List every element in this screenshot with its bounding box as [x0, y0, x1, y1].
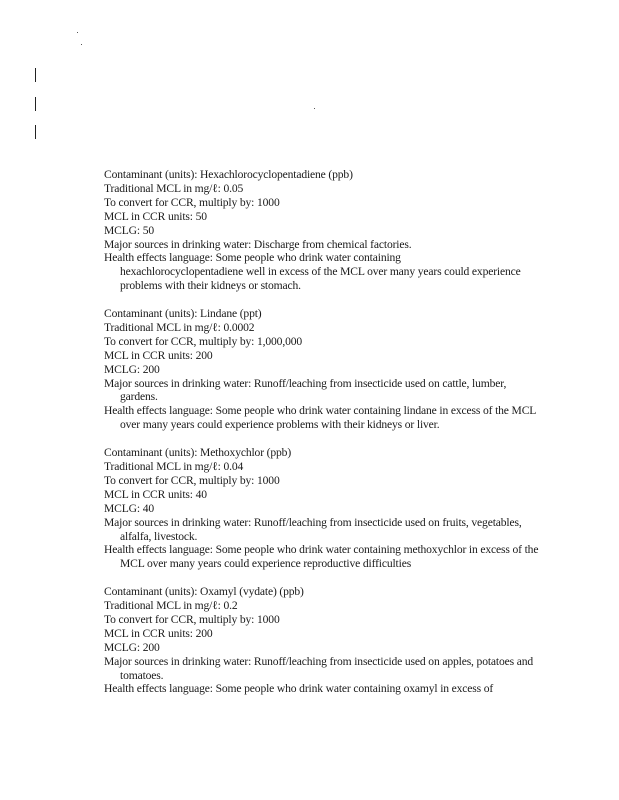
mclg-line: MCLG: 50	[104, 223, 155, 237]
contaminant-entry	[104, 307, 544, 432]
sources-line: Major sources in drinking water: Discharge from chemical factories.	[104, 237, 412, 251]
mcl-ccr-line: MCL in CCR units: 50	[104, 209, 207, 223]
scan-speck	[314, 108, 315, 109]
mcl-ccr-line: MCL in CCR units: 40	[104, 487, 207, 501]
health-effects-line: Health effects language: Some people who drink water containing oxamyl in excess of	[104, 682, 494, 696]
contaminant-line: Contaminant (units): Methoxychlor (ppb)	[104, 446, 292, 460]
change-bar	[35, 68, 36, 82]
mcl-ccr-line: MCL in CCR units: 200	[104, 626, 213, 640]
scan-speck	[77, 32, 78, 33]
contaminant-entry	[104, 585, 544, 696]
health-effects-line: Health effects language: Some people who drink water containing hexachlorocyclopentadiene well in excess of the MCL over many years could experience problems with their kidneys or stomach.	[104, 251, 521, 293]
change-bar	[35, 125, 36, 139]
scan-speck	[81, 44, 82, 45]
sources-line: Major sources in drinking water: Runoff/leaching from insecticide used on apples, potatoes and tomatoes.	[104, 654, 534, 682]
sources-line: Major sources in drinking water: Runoff/leaching from insecticide used on cattle, lumber, gardens.	[104, 376, 507, 404]
mcl-ccr-line: MCL in CCR units: 200	[104, 348, 213, 362]
contaminant-entry	[104, 168, 544, 293]
sources-line: Major sources in drinking water: Runoff/leaching from insecticide used on fruits, vegetables, alfalfa, livestock.	[104, 515, 522, 543]
contaminant-line: Contaminant (units): Lindane (ppt)	[104, 307, 262, 321]
health-effects-line: Health effects language: Some people who drink water containing lindane in excess of the MCL over many years could experience problems with their kidneys or liver.	[104, 404, 536, 432]
traditional-mcl-line: Traditional MCL in mg/ℓ: 0.2	[104, 599, 238, 613]
traditional-mcl-line: Traditional MCL in mg/ℓ: 0.04	[104, 460, 244, 473]
mclg-line: MCLG: 200	[104, 362, 160, 376]
convert-line: To convert for CCR, multiply by: 1000	[104, 195, 280, 209]
mclg-line: MCLG: 200	[104, 640, 160, 654]
traditional-mcl-line: Traditional MCL in mg/ℓ: 0.05	[104, 181, 244, 195]
contaminant-line: Contaminant (units): Hexachlorocyclopentadiene (ppb)	[104, 168, 353, 181]
change-bar	[35, 97, 36, 111]
contaminant-entry	[104, 446, 544, 571]
mclg-line: MCLG: 40	[104, 501, 155, 515]
document-body	[104, 168, 544, 710]
contaminant-line: Contaminant (units): Oxamyl (vydate) (ppb)	[104, 585, 304, 599]
traditional-mcl-line: Traditional MCL in mg/ℓ: 0.0002	[104, 320, 255, 334]
convert-line: To convert for CCR, multiply by: 1000	[104, 612, 280, 626]
health-effects-line: Health effects language: Some people who drink water containing methoxychlor in excess of the MCL over many years could experience reproductive difficulties	[104, 543, 539, 571]
convert-line: To convert for CCR, multiply by: 1,000,000	[104, 334, 303, 348]
convert-line: To convert for CCR, multiply by: 1000	[104, 473, 280, 487]
